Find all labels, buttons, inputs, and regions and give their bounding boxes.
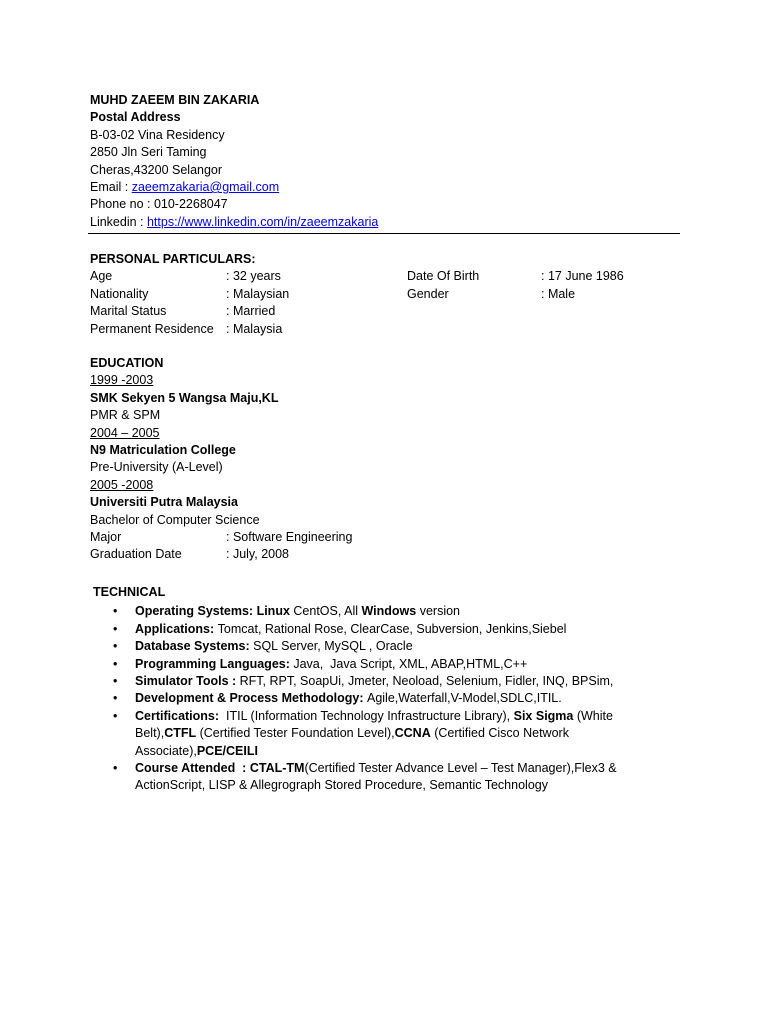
item-text: Windows — [361, 604, 417, 619]
field-label: Gender — [407, 286, 449, 301]
list-item — [90, 690, 655, 707]
applicant-name: MUHD ZAEEM BIN ZAKARIA — [90, 93, 260, 107]
education-school: N9 Matriculation College — [90, 443, 236, 458]
bullet-icon: • — [113, 621, 118, 636]
address-line-3: Cheras,43200 Selangor — [90, 162, 223, 177]
section-title-technical: TECHNICAL — [93, 585, 166, 599]
education-school: SMK Sekyen 5 Wangsa Maju,KL — [90, 390, 279, 405]
field-value: : 17 June 1986 — [541, 269, 624, 284]
item-label: Applications: — [135, 621, 218, 636]
section-title-education: EDUCATION — [90, 356, 164, 370]
personal-particulars-section — [90, 251, 690, 338]
item-text: Linux — [256, 604, 290, 619]
field-value: : Married — [226, 304, 276, 319]
item-text: SQL Server, MySQL , Oracle — [253, 639, 413, 654]
major-row — [90, 529, 690, 546]
field-label: Permanent Residence — [90, 321, 214, 336]
field-value: : Malaysian — [226, 286, 290, 301]
linkedin-line — [90, 214, 690, 231]
item-text: Six Sigma — [513, 708, 574, 723]
item-text: (White Belt), — [135, 708, 613, 741]
technical-section — [90, 584, 690, 795]
list-item — [90, 708, 655, 760]
item-text: CTAL-TM — [249, 761, 305, 776]
bullet-icon: • — [113, 691, 118, 706]
field-label: Marital Status — [90, 304, 167, 319]
field-value: : Malaysia — [226, 321, 283, 336]
personal-row — [90, 303, 690, 320]
list-item — [90, 621, 655, 638]
item-text: RFT, RPT, SoapUi, Jmeter, Neoload, Selenium, Fidler, INQ, BPSim, — [239, 674, 614, 689]
postal-address-label: Postal Address — [90, 110, 181, 125]
phone-line — [90, 196, 690, 213]
list-item — [90, 760, 655, 795]
field-label: Age — [90, 269, 113, 284]
personal-row — [90, 286, 690, 303]
item-text: (Certified Cisco Network Associate), — [135, 726, 569, 758]
bullet-icon: • — [113, 639, 118, 654]
section-title-personal: PERSONAL PARTICULARS: — [90, 252, 256, 266]
bullet-icon: • — [113, 604, 118, 619]
field-label: Nationality — [90, 286, 149, 301]
item-text: ITIL (Information Technology Infrastructure Library), — [226, 708, 514, 723]
item-text: CentOS, All — [289, 604, 362, 619]
item-text: Java, Java Script, XML, ABAP,HTML,C++ — [293, 656, 528, 671]
education-school: Universiti Putra Malaysia — [90, 495, 238, 510]
list-item — [90, 603, 655, 620]
item-text: Agile,Waterfall,V-Model,SDLC,ITIL. — [366, 691, 562, 706]
email-line — [90, 179, 690, 196]
linkedin-link[interactable]: https://www.linkedin.com/in/zaeemzakaria — [146, 214, 379, 229]
phone-label: Phone no : — [90, 197, 154, 212]
education-years: 1999 -2003 — [90, 373, 154, 388]
email-link[interactable]: zaeemzakaria@gmail.com — [131, 180, 280, 195]
item-text: (Certified Tester Foundation Level), — [196, 726, 395, 741]
field-value: : Male — [541, 286, 576, 301]
field-label: Date Of Birth — [407, 269, 480, 284]
phone-number: 010-2268047 — [153, 197, 228, 212]
address-line-2: 2850 Jln Seri Taming — [90, 145, 207, 160]
item-text: CTFL — [164, 726, 197, 741]
education-years: 2005 -2008 — [90, 477, 154, 492]
header-divider — [88, 233, 680, 234]
education-qualification: Bachelor of Computer Science — [90, 512, 260, 527]
item-label: Programming Languages: — [135, 656, 294, 671]
technical-list — [90, 603, 690, 794]
education-years: 2004 – 2005 — [90, 425, 160, 440]
graduation-value: : July, 2008 — [226, 547, 290, 562]
item-text: CCNA — [394, 726, 431, 741]
contact-header — [90, 92, 690, 231]
item-label: Course Attended : — [135, 761, 250, 776]
list-item — [90, 638, 655, 655]
bullet-icon: • — [113, 708, 118, 723]
item-text: Tomcat, Rational Rose, ClearCase, Subversion, Jenkins,Siebel — [217, 621, 567, 636]
graduation-row — [90, 546, 690, 563]
address-line-1: B-03-02 Vina Residency — [90, 127, 225, 142]
item-text: version — [416, 604, 461, 619]
personal-row — [90, 268, 690, 285]
item-label: Database Systems: — [135, 639, 254, 654]
education-qualification: Pre-University (A-Level) — [90, 460, 223, 475]
item-text: (Certified Tester Advance Level – Test Manager),Flex3 & ActionScript, LISP & Allegrograph Stored Procedure, Semantic Technology — [135, 761, 617, 793]
item-label: Simulator Tools : — [135, 674, 240, 689]
email-label: Email : — [90, 180, 132, 195]
list-item — [90, 673, 655, 690]
item-label: Operating Systems: — [135, 604, 257, 619]
bullet-icon: • — [113, 656, 118, 671]
list-item — [90, 656, 655, 673]
major-value: : Software Engineering — [226, 530, 353, 545]
personal-row — [90, 321, 690, 338]
field-value: : 32 years — [226, 269, 281, 284]
linkedin-label: Linkedin : — [90, 214, 147, 229]
item-text: PCE/CEILI — [196, 743, 258, 758]
item-label: Certifications: — [135, 708, 226, 723]
education-section — [90, 355, 690, 564]
bullet-icon: • — [113, 674, 118, 689]
bullet-icon: • — [113, 761, 118, 776]
item-label: Development & Process Methodology: — [135, 691, 367, 706]
major-label: Major — [90, 530, 122, 545]
education-qualification: PMR & SPM — [90, 408, 161, 423]
graduation-label: Graduation Date — [90, 547, 182, 562]
